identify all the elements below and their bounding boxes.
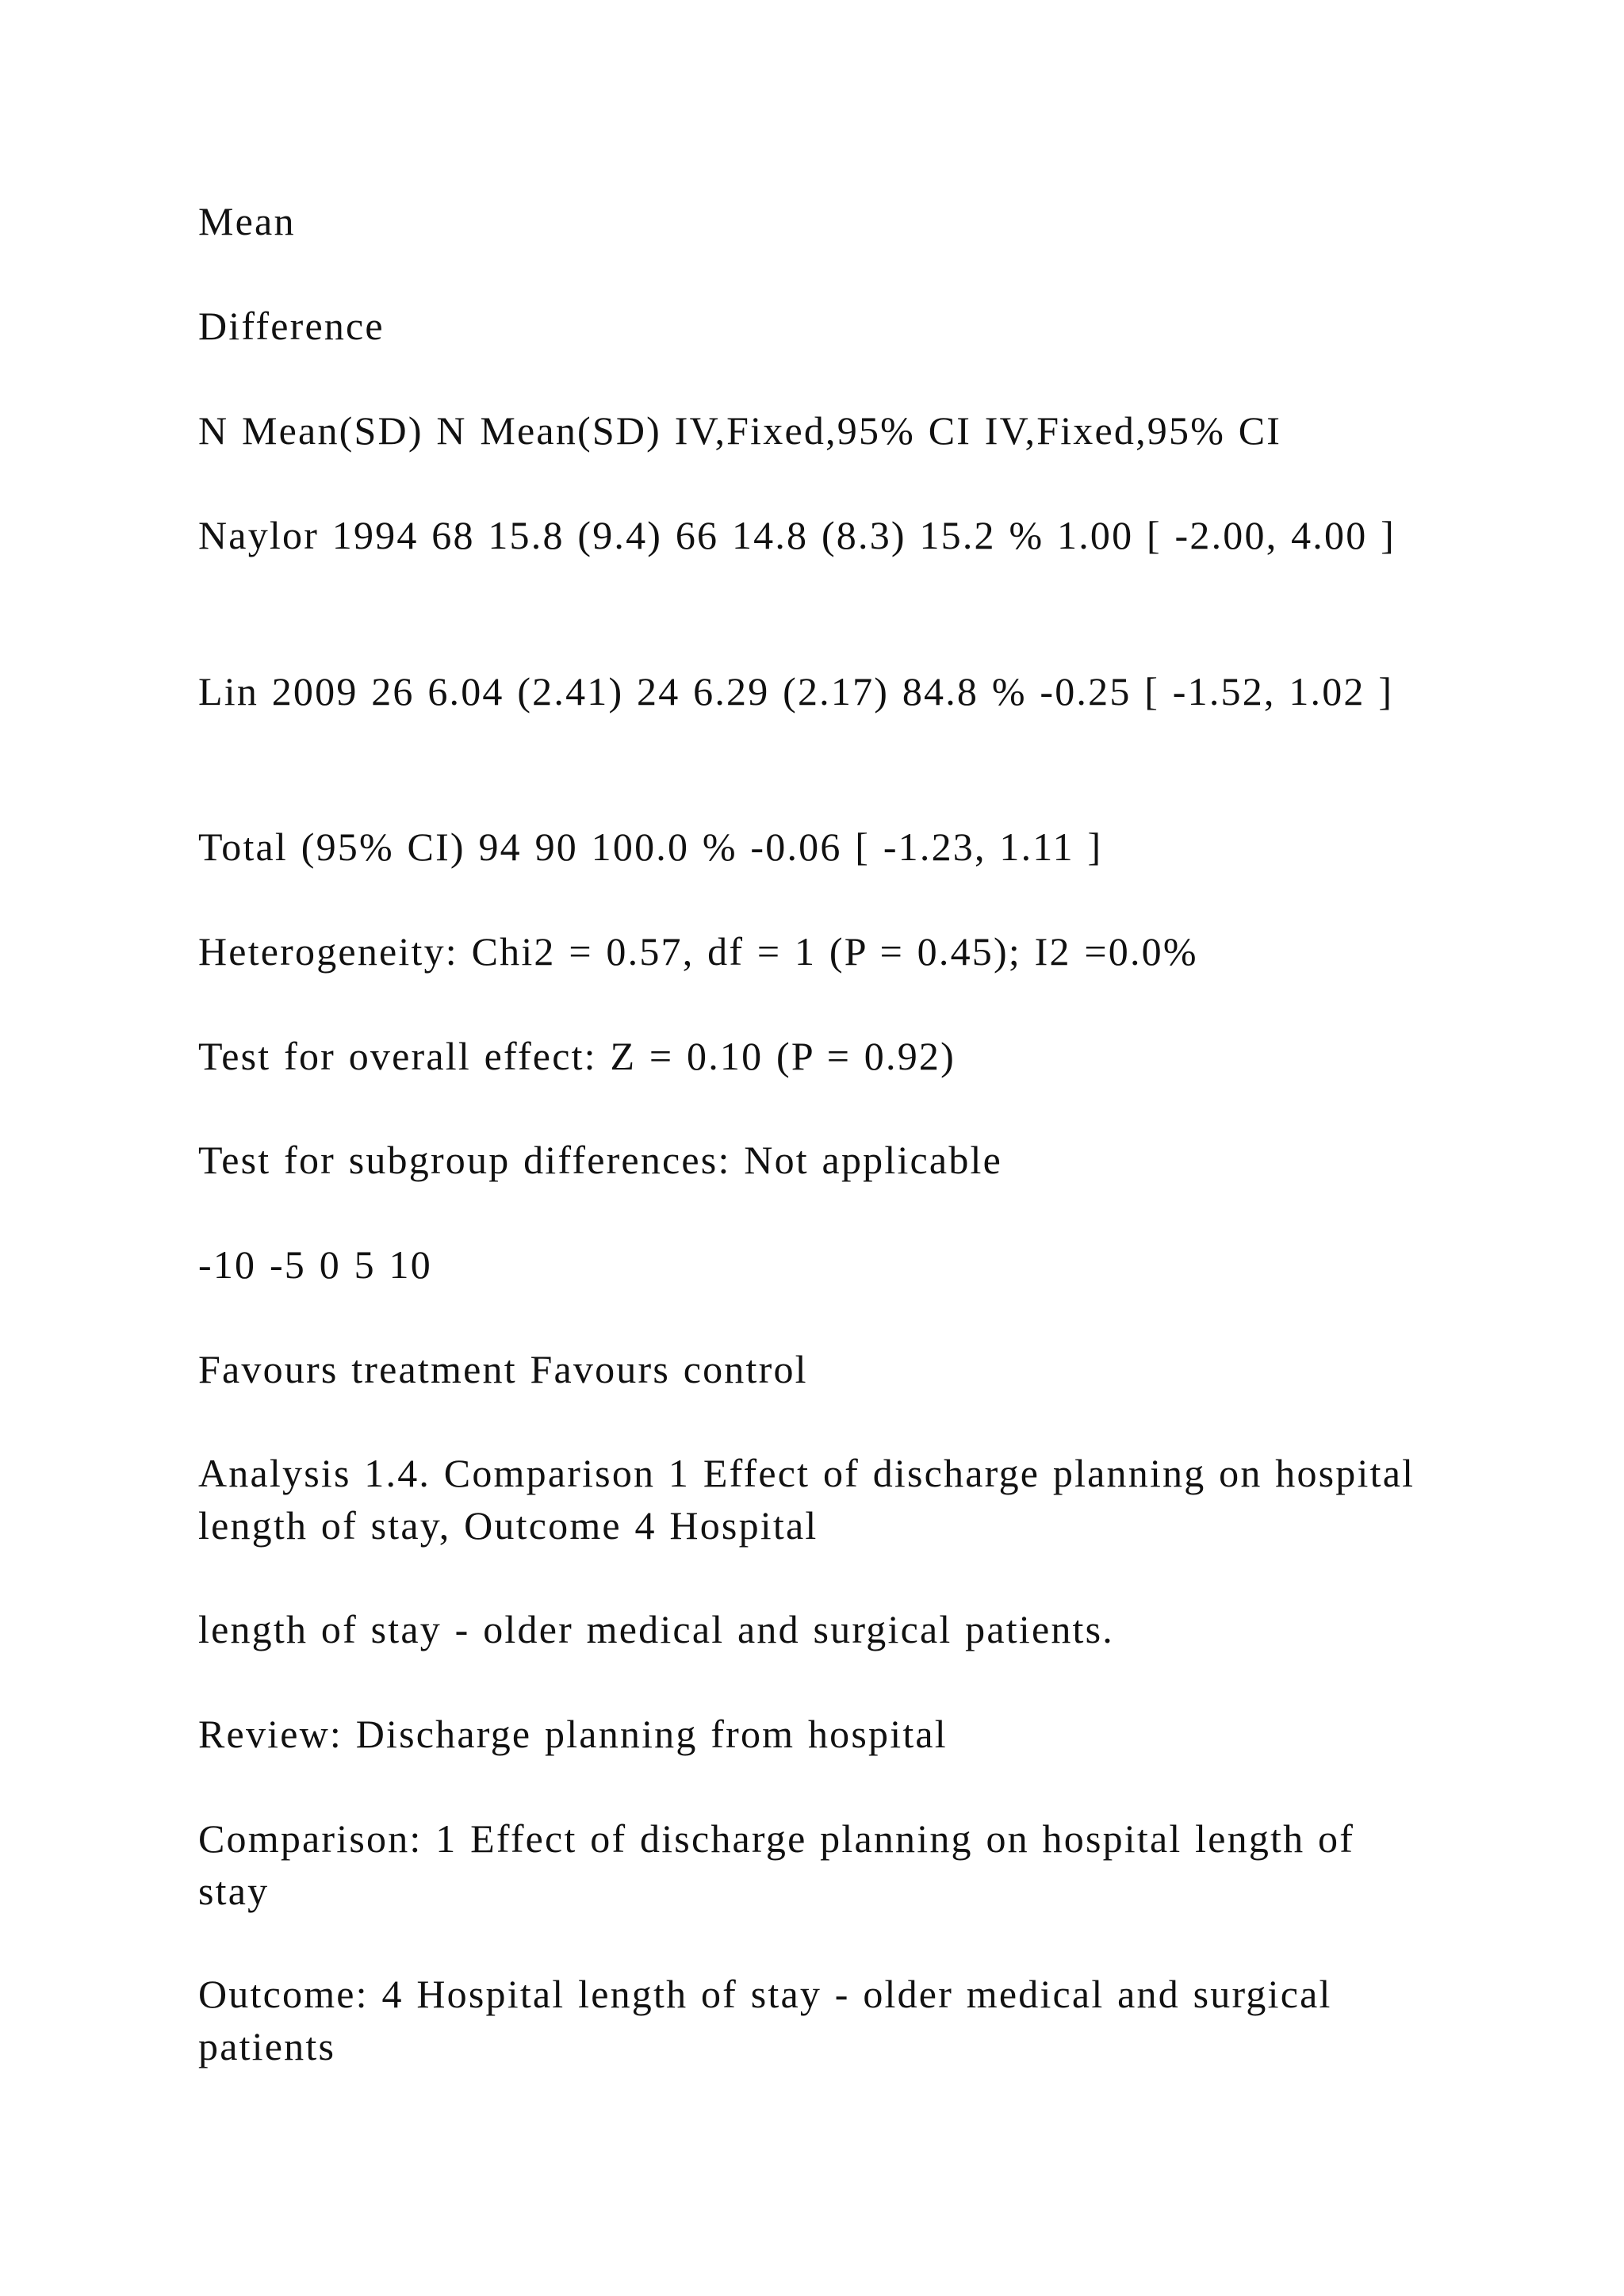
- analysis-title-continued: length of stay - older medical and surgical patients.: [198, 1607, 1114, 1651]
- comparison-line: Comparison: 1 Effect of discharge planning on hospital length of stay: [198, 1816, 1355, 1913]
- outcome-line: Outcome: 4 Hospital length of stay - older medical and surgical patients: [198, 1972, 1332, 2068]
- total-row: Total (95% CI) 94 90 100.0 % -0.06 [ -1.23, 1.11 ]: [198, 825, 1103, 869]
- review-line: Review: Discharge planning from hospital: [198, 1712, 948, 1756]
- text-difference: Difference: [198, 304, 385, 348]
- column-headers: N Mean(SD) N Mean(SD) IV,Fixed,95% CI IV,Fixed,95% CI: [198, 408, 1282, 453]
- overall-effect-line: Test for overall effect: Z = 0.10 (P = 0.92): [198, 1034, 956, 1078]
- study-row-lin: Lin 2009 26 6.04 (2.41) 24 6.29 (2.17) 84.8 % -0.25 [ -1.52, 1.02 ]: [198, 669, 1394, 714]
- analysis-title: Analysis 1.4. Comparison 1 Effect of discharge planning on hospital length of stay, Outcome 4 Hospital: [198, 1451, 1415, 1548]
- favours-line: Favours treatment Favours control: [198, 1347, 808, 1391]
- text-mean: Mean: [198, 199, 296, 243]
- heterogeneity-line: Heterogeneity: Chi2 = 0.57, df = 1 (P = 0.45); I2 =0.0%: [198, 929, 1198, 974]
- subgroup-differences-line: Test for subgroup differences: Not applicable: [198, 1138, 1003, 1182]
- study-row-naylor: Naylor 1994 68 15.8 (9.4) 66 14.8 (8.3) 15.2 % 1.00 [ -2.00, 4.00 ]: [198, 513, 1396, 557]
- axis-ticks-line: -10 -5 0 5 10: [198, 1242, 432, 1287]
